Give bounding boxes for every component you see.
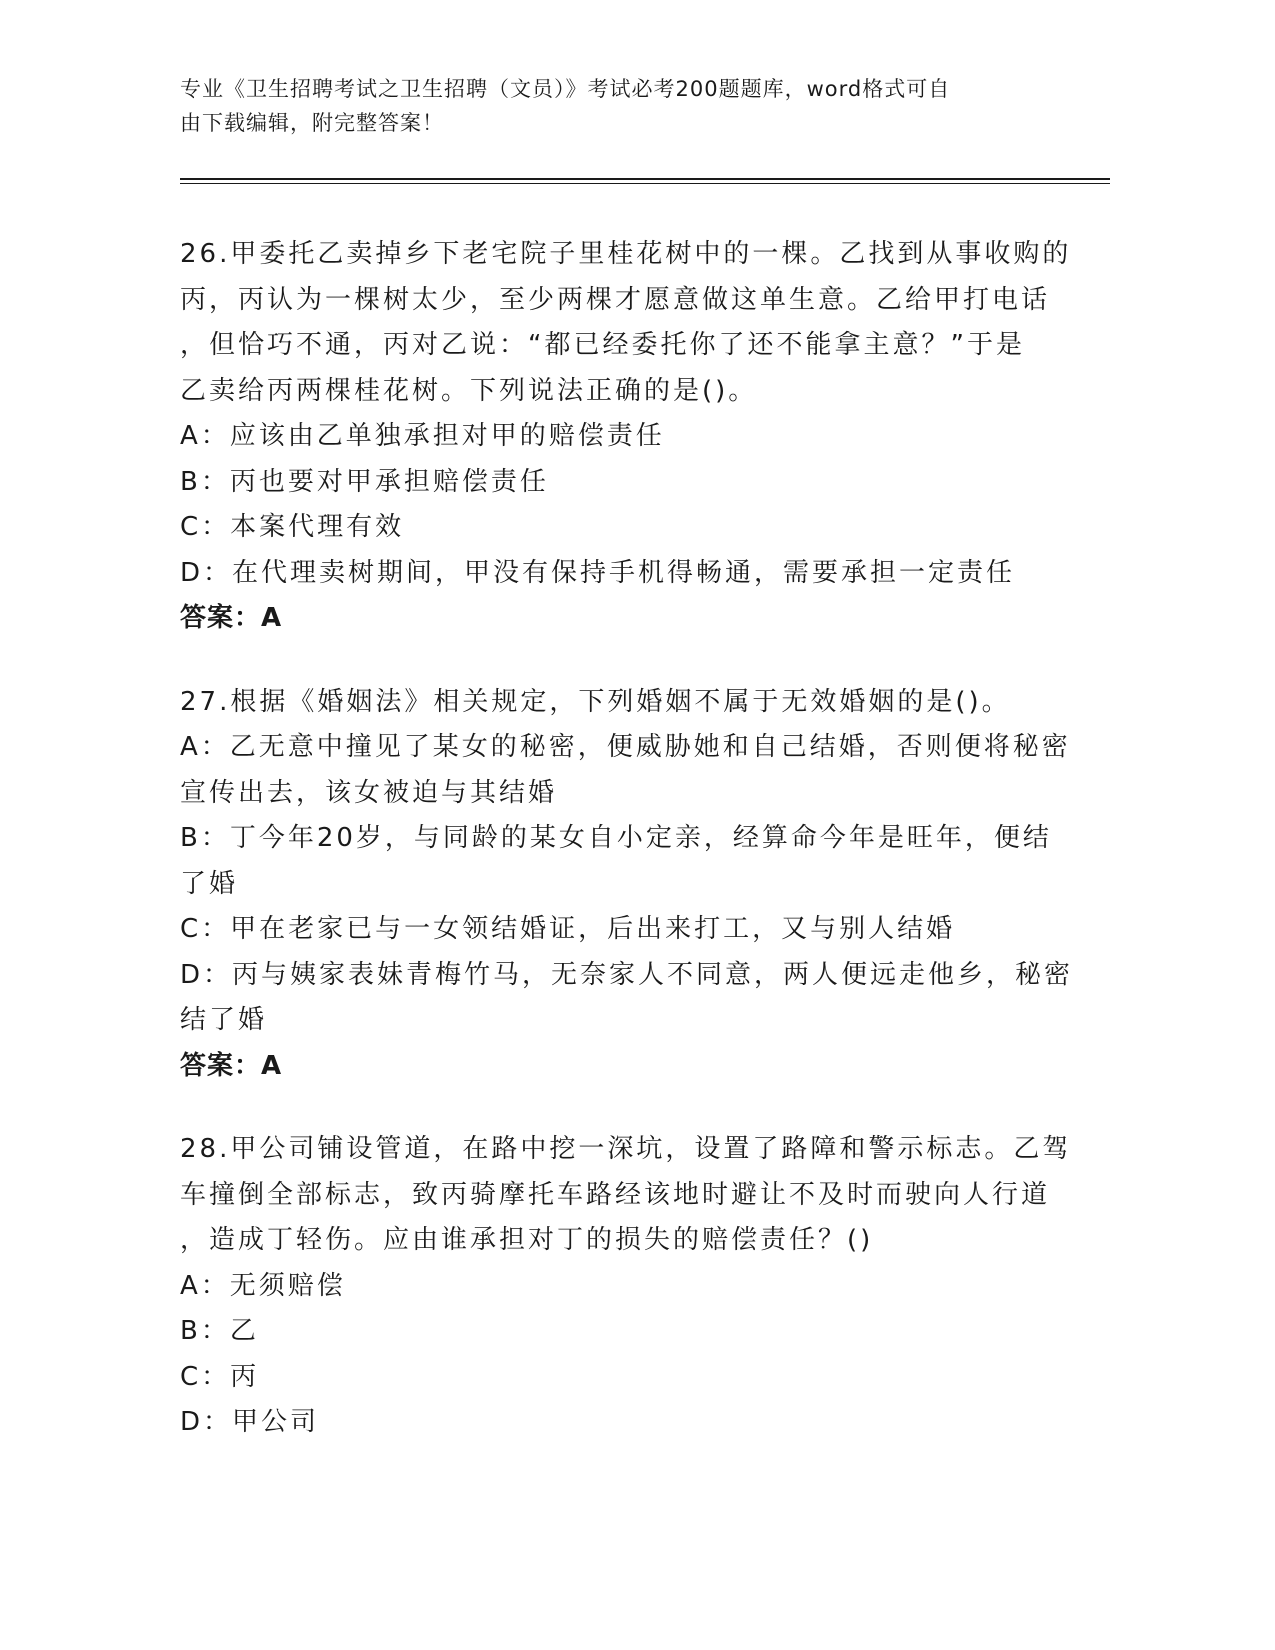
option-line: C：丙 <box>180 1361 260 1392</box>
option-c <box>180 505 1060 551</box>
option-line: 宣传出去，该女被迫与其结婚 <box>180 777 558 808</box>
option-line: B：乙 <box>180 1316 259 1346</box>
option-b <box>180 1309 1060 1355</box>
header-line: 由下载编辑，附完整答案！ <box>180 111 444 135</box>
option-line: A：乙无意中撞见了某女的秘密，便威胁她和自己结婚，否则便将秘密 <box>180 732 1071 762</box>
question-28 <box>180 1127 1072 1446</box>
header-divider-thick <box>180 178 1110 180</box>
option-line: C：甲在老家已与一女领结婚证，后出来打工，又与别人结婚 <box>180 914 956 944</box>
question-stem <box>180 232 1072 414</box>
option-d <box>180 1400 1060 1446</box>
stem-line: ，但恰巧不通，丙对乙说：“都已经委托你了还不能拿主意？”于是 <box>180 330 1025 360</box>
option-c <box>180 1355 1060 1401</box>
option-line: B：丁今年20岁，与同龄的某女自小定亲，经算命今年是旺年，便结 <box>180 823 1052 853</box>
stem-line: 26.甲委托乙卖掉乡下老宅院子里桂花树中的一棵。乙找到从事收购的 <box>180 239 1072 269</box>
option-line: B：丙也要对甲承担赔偿责任 <box>180 466 549 497</box>
option-d <box>180 953 1074 1044</box>
stem-line: 28.甲公司铺设管道，在路中挖一深坑，设置了路障和警示标志。乙驾 <box>180 1134 1072 1164</box>
stem-line: 车撞倒全部标志，致丙骑摩托车路经该地时避让不及时而驶向人行道 <box>180 1179 1051 1210</box>
header-divider-thin <box>180 183 1110 184</box>
header-line: 专业《卫生招聘考试之卫生招聘（文员）》考试必考200题题库，word格式可自 <box>180 77 951 101</box>
option-line: D：丙与姨家表妹青梅竹马，无奈家人不同意，两人便远走他乡，秘密 <box>180 959 1074 990</box>
question-stem <box>180 1127 1072 1264</box>
stem-line: 27.根据《婚姻法》相关规定，下列婚姻不属于无效婚姻的是()。 <box>180 686 1011 717</box>
option-line: D：在代理卖树期间，甲没有保持手机得畅通，需要承担一定责任 <box>180 557 1016 588</box>
stem-line: ，造成丁轻伤。应由谁承担对丁的损失的赔偿责任？() <box>180 1225 874 1255</box>
question-list <box>180 232 1074 1484</box>
option-line: C：本案代理有效 <box>180 512 405 542</box>
option-line: A：应该由乙单独承担对甲的赔偿责任 <box>180 421 665 451</box>
stem-line: 乙卖给丙两棵桂花树。下列说法正确的是()。 <box>180 375 758 406</box>
option-line: 结了婚 <box>180 1005 268 1035</box>
answer-label: 答案：A <box>180 603 283 633</box>
option-b <box>180 460 1060 506</box>
option-d <box>180 551 1060 597</box>
option-b <box>180 816 1060 907</box>
option-a <box>180 725 1071 816</box>
option-line: A：无须赔偿 <box>180 1270 346 1301</box>
stem-line: 丙，丙认为一棵树太少，至少两棵才愿意做这单生意。乙给甲打电话 <box>180 284 1051 315</box>
question-26 <box>180 232 1072 642</box>
question-stem <box>180 680 1060 726</box>
option-a <box>180 1264 1060 1310</box>
answer-label: 答案：A <box>180 1050 283 1081</box>
question-27 <box>180 680 1074 1090</box>
option-c <box>180 907 1060 953</box>
document-header <box>180 72 1060 140</box>
option-a <box>180 414 1060 460</box>
option-line: 了婚 <box>180 868 239 899</box>
option-line: D：甲公司 <box>180 1407 320 1437</box>
